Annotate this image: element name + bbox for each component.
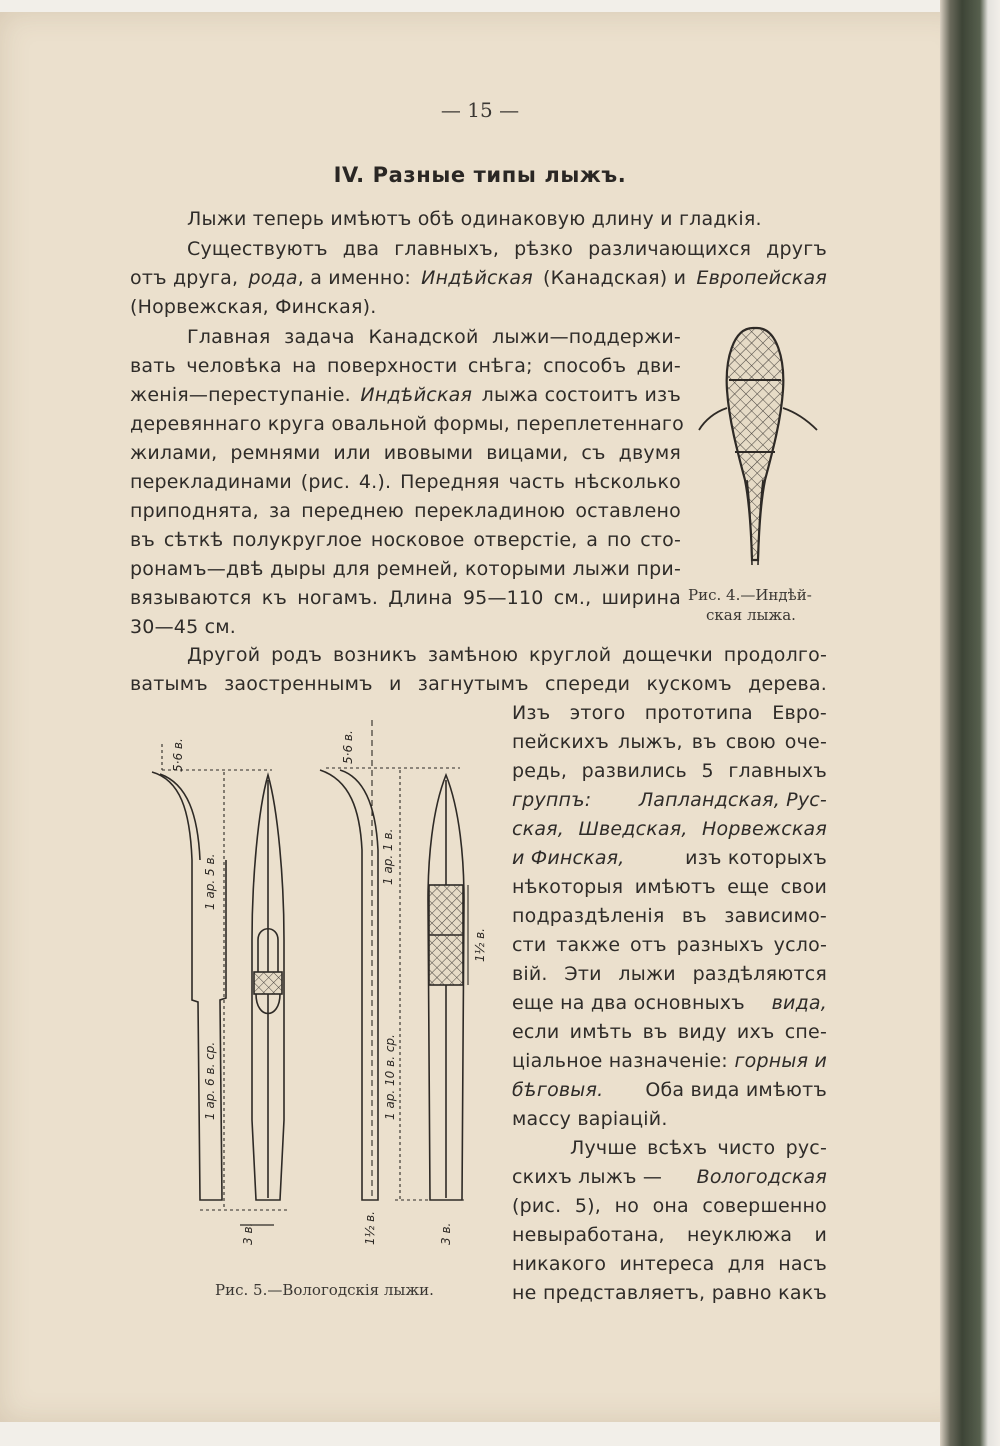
- text-span: скихъ лыжъ —: [512, 1166, 663, 1188]
- figure-4-caption: Рис. 4.—Индѣй-: [688, 586, 812, 604]
- paragraph-3-line: ронамъ—двѣ дыры для ремней, которыми лыжи при-: [130, 558, 681, 580]
- paragraph-4-line: [512, 844, 827, 872]
- text-span: (Канадская) и: [543, 267, 687, 289]
- italic-term: Индѣйская: [421, 267, 533, 289]
- italic-term: Европейская: [696, 267, 827, 289]
- dimension-label: 3 в.: [439, 1222, 453, 1245]
- dimension-label: 1½ в.: [473, 928, 487, 962]
- text-span: отъ друга,: [130, 267, 239, 289]
- italic-term: бѣговыя.: [512, 1079, 604, 1101]
- text-span: Оба вида имѣютъ: [645, 1079, 827, 1101]
- paragraph-4-line: массу варіацій.: [512, 1108, 668, 1130]
- paragraph-5-line: [512, 1163, 827, 1191]
- italic-term: Индѣйская: [360, 384, 473, 406]
- paragraph-4-line: ская, Шведская, Норвежская: [512, 818, 827, 840]
- italic-term: вида,: [771, 992, 827, 1014]
- paragraph-3-line: перекладинами (рис. 4.). Передняя часть нѣсколько: [130, 471, 681, 493]
- paragraph-4-line: ватымъ заостреннымъ и загнутымъ спереди кускомъ дерева.: [130, 673, 827, 695]
- paragraph-3-line: 30—45 см.: [130, 616, 237, 638]
- paragraph-2-line: (Норвежская, Финская).: [130, 296, 377, 318]
- paragraph-4-line: подраздѣленія въ зависимо-: [512, 905, 827, 927]
- dimension-label: 1 ар. 1 в.: [381, 828, 395, 885]
- chapter-heading: IV. Разные типы лыжъ.: [333, 163, 627, 187]
- paragraph-3-line: Главная задача Канадской лыжи—поддержи-: [187, 326, 681, 348]
- dimension-label: 3 в.: [241, 1222, 255, 1245]
- figure-4-caption: ская лыжа.: [706, 606, 796, 624]
- paragraph-2-line: Существуютъ два главныхъ, рѣзко различающихся другъ: [187, 238, 827, 260]
- dimension-label: 1 ар. 5 в.: [203, 853, 217, 910]
- book-binding: [940, 0, 1000, 1446]
- page-number: — 15 —: [440, 98, 520, 122]
- paragraph-1-line: Лыжи теперь имѣютъ обѣ одинаковую длину и гладкія.: [187, 208, 762, 230]
- dimension-label: 5·6 в.: [171, 738, 185, 772]
- figure-5-vologda-skis: [140, 700, 500, 1270]
- paragraph-3-line: приподнята, за переднею перекладиною оставлено: [130, 500, 681, 522]
- figure-5-caption: Рис. 5.—Вологодскія лыжи.: [215, 1281, 434, 1299]
- text-span: лыжа состоитъ изъ: [481, 384, 681, 406]
- paragraph-4-line: редь, развились 5 главныхъ: [512, 760, 827, 782]
- paragraph-4-line: Другой родъ возникъ замѣною круглой дощечки продолго-: [187, 644, 827, 666]
- text-span: женія—переступаніе.: [130, 384, 351, 406]
- text-span: , а именно:: [297, 267, 411, 289]
- text-span: ціальное назначеніе:: [512, 1050, 728, 1072]
- dimension-label: 5·6 в.: [341, 730, 355, 764]
- italic-term: Лапландская, Рус-: [638, 789, 827, 811]
- paragraph-3-line: вать человѣка на поверхности снѣга; способъ дви-: [130, 355, 681, 377]
- paragraph-4-line: нѣкоторыя имѣютъ еще свои: [512, 876, 827, 898]
- italic-term: и Финская,: [512, 847, 625, 869]
- text-span: изъ которыхъ: [685, 847, 827, 869]
- paragraph-3-line: вязываются къ ногамъ. Длина 95—110 см., ширина: [130, 587, 681, 609]
- paragraph-5-line: Лучше всѣхъ чисто рус-: [570, 1137, 827, 1159]
- dimension-label: 1 ар. 10 в. ср.: [383, 1034, 397, 1120]
- paragraph-3-line: деревяннаго круга овальной формы, переплетеннаго: [130, 413, 684, 435]
- italic-term: группъ:: [512, 789, 592, 811]
- text-span: еще на два основныхъ: [512, 992, 745, 1014]
- italic-term: горныя и: [734, 1050, 827, 1072]
- paragraph-4-line: Изъ этого прототипа Евро-: [512, 702, 827, 724]
- paragraph-4-line: [512, 1076, 827, 1104]
- paragraph-5-line: не представляетъ, равно какъ: [512, 1282, 827, 1304]
- paragraph-2-line: [130, 264, 827, 292]
- paragraph-4-line: если имѣть въ виду ихъ спе-: [512, 1021, 827, 1043]
- paragraph-4-line: [512, 786, 827, 814]
- paragraph-5-line: невыработана, неуклюжа и: [512, 1224, 827, 1246]
- italic-term: рода: [248, 267, 298, 289]
- paragraph-4-line: сти также отъ разныхъ усло-: [512, 934, 827, 956]
- paragraph-3-line: жилами, ремнями или ивовыми вицами, съ двумя: [130, 442, 681, 464]
- paragraph-5-line: никакого интереса для насъ: [512, 1253, 827, 1275]
- paragraph-3-line: [130, 381, 681, 409]
- dimension-label: 1 ар. 6 в. ср.: [203, 1041, 217, 1120]
- dimension-label: 1½ в.: [363, 1211, 377, 1245]
- paragraph-5-line: (рис. 5), но она совершенно: [512, 1195, 827, 1217]
- paragraph-4-line: [512, 1047, 827, 1075]
- paragraph-3-line: въ сѣткѣ полукруглое носковое отверстіе, а по сто-: [130, 529, 681, 551]
- figure-4-snowshoe: [695, 320, 825, 580]
- italic-term: Вологодская: [696, 1166, 827, 1188]
- paragraph-4-line: вій. Эти лыжи раздѣляются: [512, 963, 827, 985]
- paragraph-4-line: [512, 989, 827, 1017]
- paragraph-4-line: пейскихъ лыжъ, въ свою оче-: [512, 731, 827, 753]
